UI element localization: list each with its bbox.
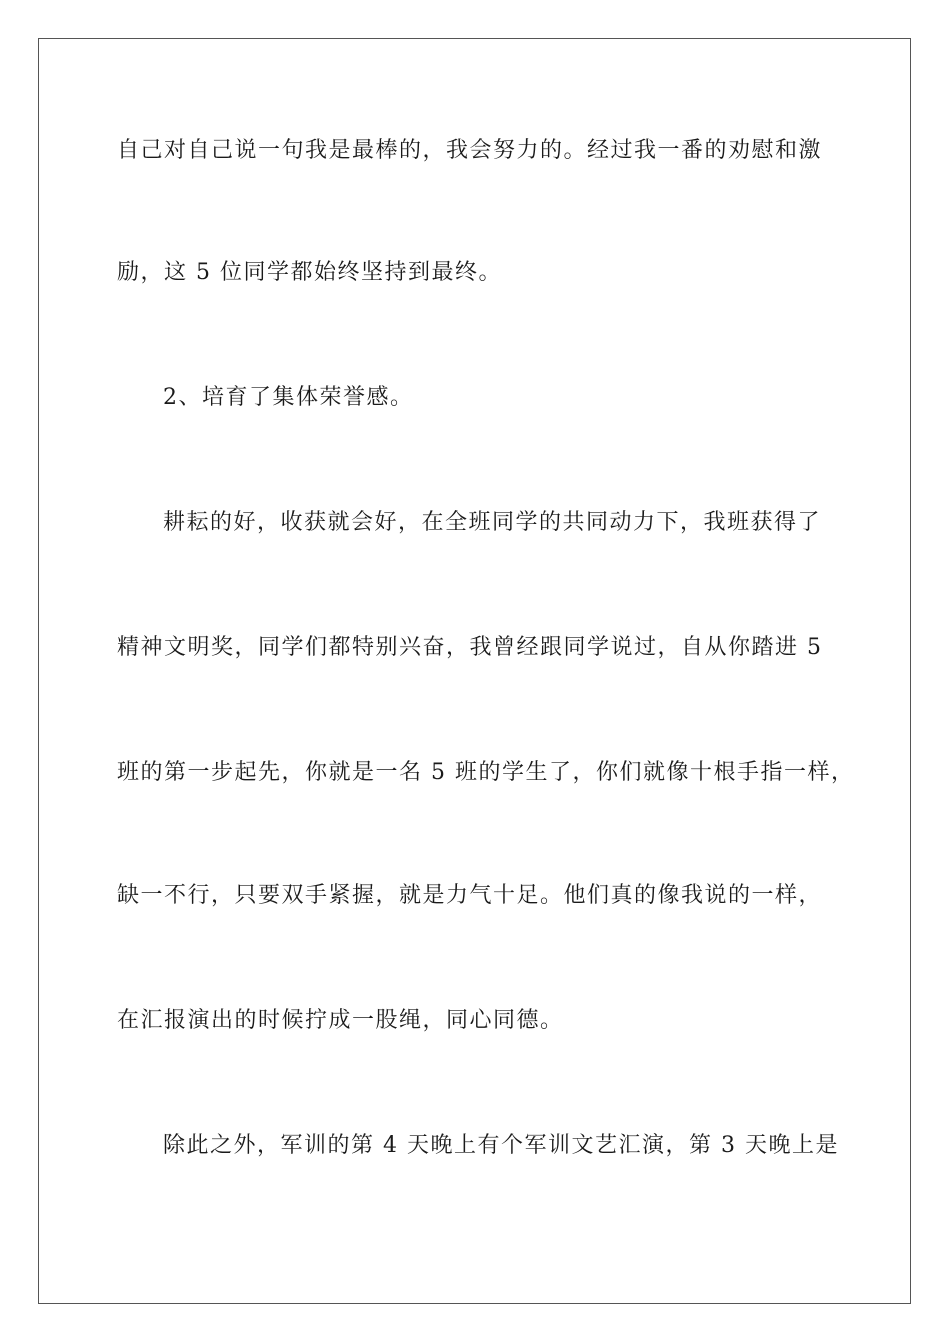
page-border — [38, 38, 911, 1304]
text-line-3: 耕耘的好，收获就会好，在全班同学的共同动力下，我班获得了 — [163, 510, 822, 535]
text-line-8: 除此之外，军训的第 4 天晚上有个军训文艺汇演，第 3 天晚上是 — [163, 1133, 839, 1158]
text-line-4: 精神文明奖，同学们都特别兴奋，我曾经跟同学说过，自从你踏进 5 — [117, 635, 823, 660]
text-line-7: 在汇报演出的时候拧成一股绳，同心同德。 — [117, 1008, 564, 1033]
text-line-2: 励，这 5 位同学都始终坚持到最终。 — [117, 260, 502, 285]
section-heading: 2、培育了集体荣誉感。 — [163, 385, 414, 410]
text-line-5: 班的第一步起先，你就是一名 5 班的学生了，你们就像十根手指一样， — [117, 760, 855, 785]
text-line-1: 自己对自己说一句我是最棒的，我会努力的。经过我一番的劝慰和激 — [117, 138, 823, 163]
text-line-6: 缺一不行，只要双手紧握，就是力气十足。他们真的像我说的一样， — [117, 883, 823, 908]
